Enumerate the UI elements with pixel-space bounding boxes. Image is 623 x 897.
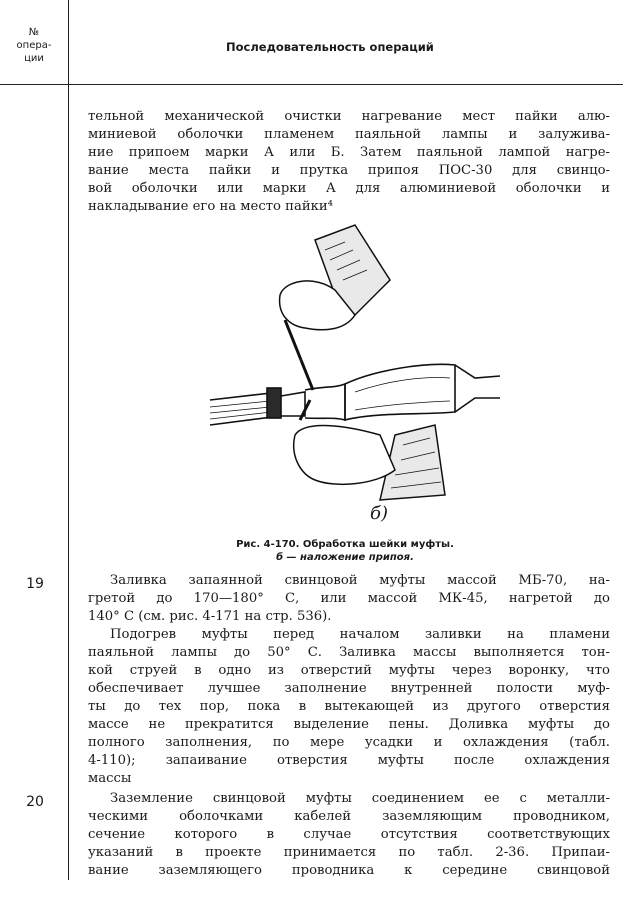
figure-label: б) bbox=[370, 503, 389, 524]
caption-line: б — наложение припоя. bbox=[276, 552, 414, 563]
text-line: обеспечивает лучшее заполнение внутренней полости муф- bbox=[88, 681, 610, 696]
text-line: вание места пайки и прутка припоя ПОС-30 для свинцо- bbox=[88, 163, 610, 178]
text-line: 140° С (см. рис. 4-171 на стр. 536). bbox=[88, 609, 332, 624]
header-operation-number bbox=[4, 26, 64, 65]
text-line: указаний в проекте принимается по табл. 2-36. Припаи- bbox=[88, 845, 610, 860]
text-line: ты до тех пор, пока в вытекающей из другого отверстия bbox=[88, 699, 610, 714]
text-line: Заземление свинцовой муфты соединением ее с металли- bbox=[110, 791, 610, 806]
soldering-illustration bbox=[205, 220, 505, 530]
figure-caption bbox=[200, 538, 490, 564]
text-line: кой струей в одно из отверстий муфты через воронку, что bbox=[88, 663, 610, 678]
text-line: ние припоем марки А или Б. Затем паяльной лампой нагре- bbox=[88, 145, 610, 160]
operation-text bbox=[88, 572, 610, 788]
text-line: Подогрев муфты перед началом заливки на пламени bbox=[110, 627, 610, 642]
text-line: 4-110); запаивание отверстия муфты после охлаждения bbox=[88, 753, 610, 768]
caption-line: Рис. 4-170. Обработка шейки муфты. bbox=[236, 539, 454, 550]
header-num-line: опера- bbox=[16, 40, 52, 51]
text-line: гретой до 170—180° С, или массой МК-45, нагретой до bbox=[88, 591, 610, 606]
operation-text bbox=[88, 790, 610, 880]
header-operations-sequence: Последовательность операций bbox=[226, 40, 434, 54]
text-line: массы bbox=[88, 771, 132, 786]
text-line: накладывание его на место пайки⁴ bbox=[88, 199, 333, 214]
text-line: вание заземляющего проводника к середине свинцовой bbox=[88, 863, 610, 878]
text-line: паяльной лампы до 50° С. Заливка массы выполняется тон- bbox=[88, 645, 610, 660]
text-line: полного заполнения, по мере усадки и охлаждения (табл. bbox=[88, 735, 610, 750]
text-line: тельной механической очистки нагревание мест пайки алю- bbox=[88, 109, 610, 124]
header-num-line: ции bbox=[24, 53, 44, 64]
header-num-line: № bbox=[28, 27, 40, 38]
text-line: миниевой оболочки пламенем паяльной лампы и залужива- bbox=[88, 127, 610, 142]
table-header-divider bbox=[0, 84, 623, 85]
text-line: сечение которого в случае отсутствия соответствующих bbox=[88, 827, 610, 842]
continued-operation-text bbox=[88, 108, 610, 216]
text-line: вой оболочки или марки А для алюминиевой оболочки и bbox=[88, 181, 610, 196]
text-line: ческими оболочками кабелей заземляющим проводником, bbox=[88, 809, 610, 824]
table-column-divider bbox=[68, 0, 69, 880]
operation-number: 20 bbox=[26, 794, 44, 810]
operation-number: 19 bbox=[26, 576, 44, 592]
text-line: Заливка запаянной свинцовой муфты массой МБ-70, на- bbox=[110, 573, 610, 588]
text-line: массе не прекратится выделение пены. Доливка муфты до bbox=[88, 717, 610, 732]
